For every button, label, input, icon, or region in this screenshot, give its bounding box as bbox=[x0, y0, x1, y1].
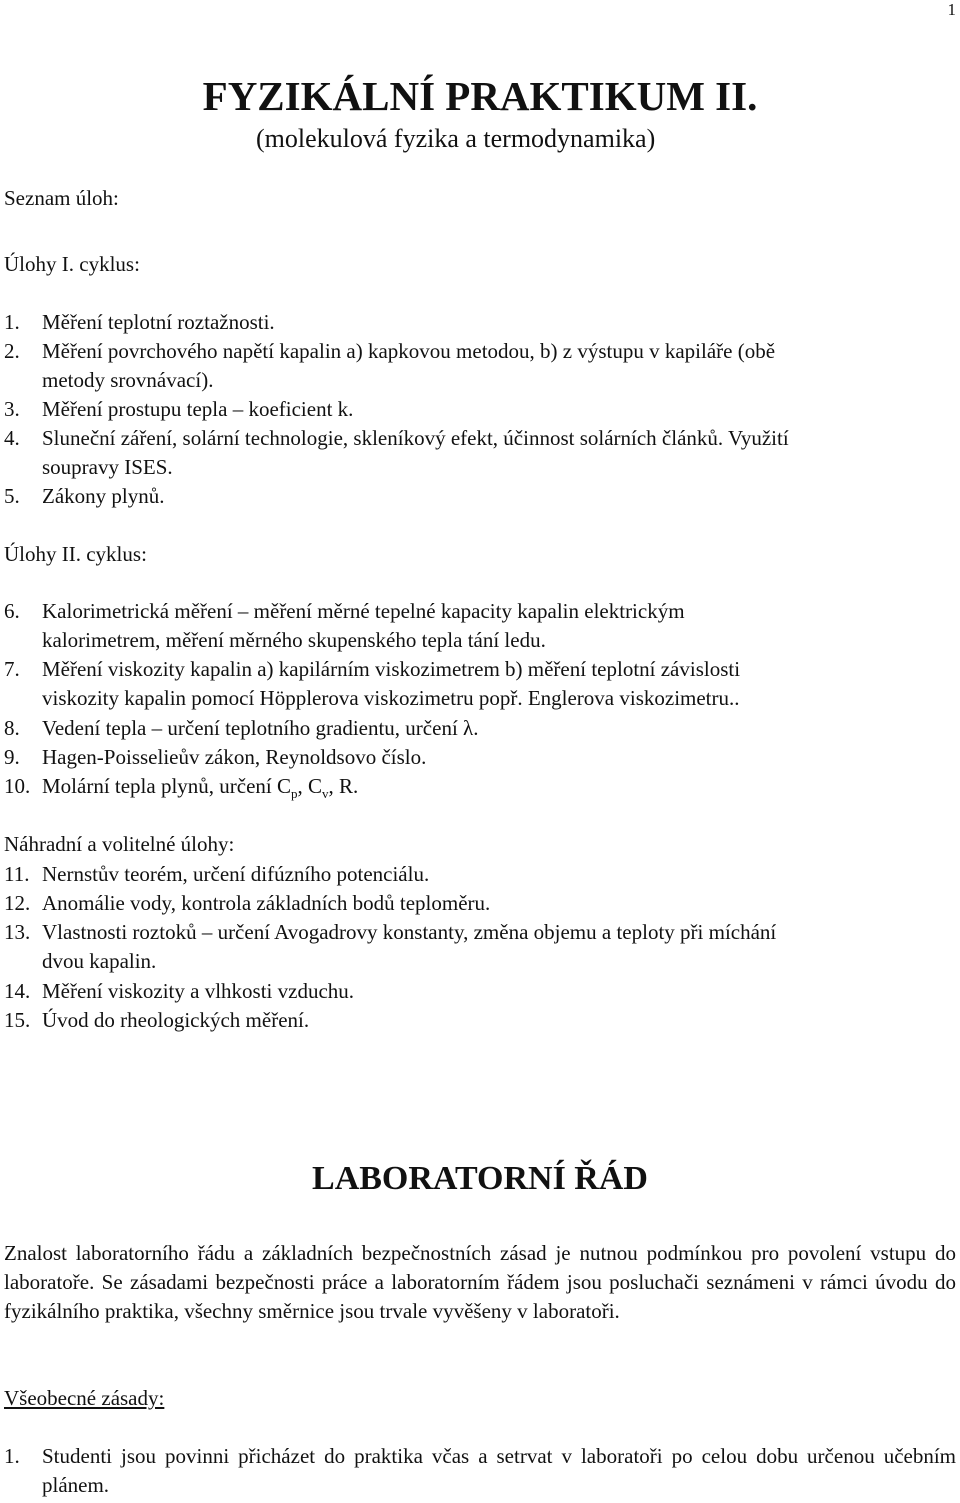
item-text-cont: dvou kapalin. bbox=[42, 949, 157, 973]
list-item bbox=[4, 308, 275, 337]
cycle2-label: Úlohy II. cyklus: bbox=[4, 542, 147, 566]
cycle1-label: Úlohy I. cyklus: bbox=[4, 252, 140, 276]
list-item bbox=[4, 597, 685, 655]
list-item bbox=[4, 482, 164, 511]
item-number: 11. bbox=[4, 862, 30, 886]
item-text: Měření viskozity kapalin a) kapilárním viskozimetrem b) měření teplotní závislosti bbox=[42, 657, 741, 681]
item-number: 3. bbox=[4, 397, 20, 421]
item-number: 15. bbox=[4, 1008, 31, 1032]
item-number: 4. bbox=[4, 426, 20, 450]
optional-label: Náhradní a volitelné úlohy: bbox=[4, 832, 235, 856]
item-number: 13. bbox=[4, 920, 31, 944]
subscript-p: p bbox=[291, 786, 298, 802]
rule-text: Studenti jsou povinni přicházet do praktika včas a setrvat v laboratoři po celou dobu určenou učebním plánem. bbox=[42, 1444, 956, 1497]
list-item bbox=[4, 655, 740, 713]
lab-order-paragraph: Znalost laboratorního řádu a základních bezpečnostních zásad je nutnou podmínkou pro povolení vstupu do laboratoře. Se zásadami bezpečnosti práce a laboratorním řádem jsou posluchači seznámeni v rámci úvodu do fyzikálního praktika, všechny směrnice jsou trvale vyvěšeny v laboratoři. bbox=[4, 1241, 956, 1324]
item-text-cont: metody srovnávací). bbox=[42, 368, 214, 392]
item-text: Vlastnosti roztoků – určení Avogadrovy konstanty, změna objemu a teploty při míchání bbox=[42, 920, 777, 944]
list-item bbox=[4, 772, 358, 801]
rule-item bbox=[4, 1442, 956, 1500]
item-text: Kalorimetrická měření – měření měrné tepelné kapacity kapalin elektrickým bbox=[42, 599, 685, 623]
item-number: 6. bbox=[4, 599, 20, 623]
rule-number: 1. bbox=[4, 1444, 20, 1468]
task-list-label: Seznam úloh: bbox=[4, 186, 119, 210]
subscript-v: v bbox=[322, 786, 329, 802]
list-item bbox=[4, 424, 789, 482]
list-item bbox=[4, 337, 775, 395]
item-text: Měření viskozity a vlhkosti vzduchu. bbox=[42, 979, 355, 1003]
item-number: 7. bbox=[4, 657, 20, 681]
item-number: 1. bbox=[4, 310, 20, 334]
item-text-post: , R. bbox=[328, 774, 359, 798]
item-text: Vedení tepla – určení teplotního gradientu, určení λ. bbox=[42, 716, 479, 740]
item-text: Měření teplotní roztažnosti. bbox=[42, 310, 275, 334]
lab-order-title: LABORATORNÍ ŘÁD bbox=[312, 1160, 648, 1197]
list-item bbox=[4, 714, 478, 743]
page-number: 1 bbox=[947, 0, 956, 19]
item-text-cont: soupravy ISES. bbox=[42, 455, 173, 479]
item-text: Měření povrchového napětí kapalin a) kapkovou metodou, b) z výstupu v kapiláře (obě bbox=[42, 339, 776, 363]
item-text: Nernstův teorém, určení difúzního potenciálu. bbox=[42, 862, 430, 886]
list-item bbox=[4, 889, 490, 918]
item-text-mid: , C bbox=[297, 774, 323, 798]
item-text: Hagen-Poisselieův zákon, Reynoldsovo číslo. bbox=[42, 745, 427, 769]
document-title bbox=[0, 72, 960, 120]
item-text-cont: kalorimetrem, měření měrného skupenského tepla tání ledu. bbox=[42, 628, 546, 652]
item-number: 5. bbox=[4, 484, 20, 508]
item-text-cont: viskozity kapalin pomocí Höpplerova viskozimetru popř. Englerova viskozimetru.. bbox=[42, 686, 740, 710]
item-number: 10. bbox=[4, 774, 31, 798]
item-text: Zákony plynů. bbox=[42, 484, 165, 508]
item-text: Měření prostupu tepla – koeficient k. bbox=[42, 397, 354, 421]
item-text: Sluneční záření, solární technologie, skleníkový efekt, účinnost solárních článků. Využití bbox=[42, 426, 789, 450]
list-item bbox=[4, 743, 426, 772]
list-item bbox=[4, 918, 776, 976]
item-number: 2. bbox=[4, 339, 20, 363]
item-text-pre: Molární tepla plynů, určení C bbox=[42, 774, 292, 798]
general-rules-label: Všeobecné zásady: bbox=[4, 1386, 165, 1410]
list-item bbox=[4, 395, 353, 424]
item-text: Anomálie vody, kontrola základních bodů teploměru. bbox=[42, 891, 491, 915]
list-item bbox=[4, 860, 429, 889]
item-number: 9. bbox=[4, 745, 20, 769]
item-number: 12. bbox=[4, 891, 31, 915]
item-text: Úvod do rheologických měření. bbox=[42, 1008, 310, 1032]
document-subtitle: (molekulová fyzika a termodynamika) bbox=[256, 124, 656, 153]
list-item bbox=[4, 1006, 309, 1035]
item-number: 14. bbox=[4, 979, 31, 1003]
item-number: 8. bbox=[4, 716, 20, 740]
title-text: FYZIKÁLNÍ PRAKTIKUM II. bbox=[202, 73, 758, 119]
list-item bbox=[4, 977, 354, 1006]
